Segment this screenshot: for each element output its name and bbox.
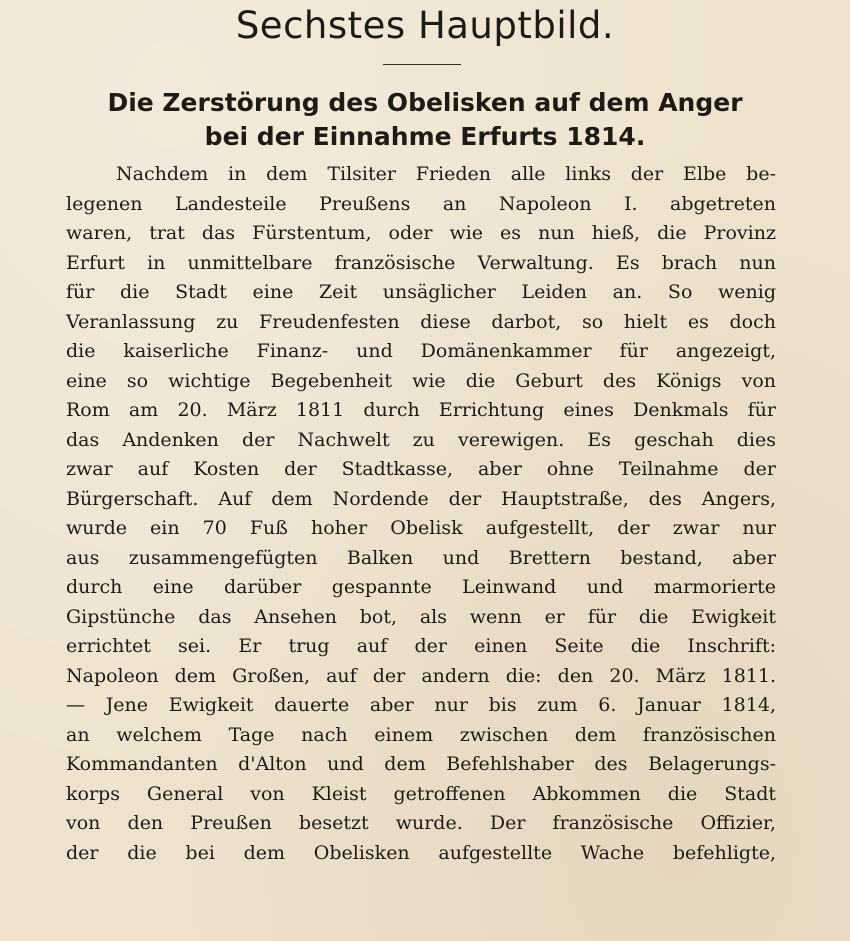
text-line: die kaiserliche Finanz- und Domänenkammer für angezeigt, <box>66 340 776 362</box>
text-line: Bürgerschaft. Auf dem Nordende der Hauptstraße, des Angers, <box>66 487 776 510</box>
text-line: von den Preußen besetzt wurde. Der französische Offizier, <box>66 812 776 834</box>
body-paragraph <box>66 160 776 868</box>
text-line: Napoleon dem Großen, auf der andern die: den 20. März 1811. <box>66 664 776 687</box>
text-line: an welchem Tage nach einem zwischen dem französischen <box>66 723 776 746</box>
text-line: Gipstünche das Ansehen bot, als wenn er für die Ewigkeit <box>66 605 776 628</box>
text-line: legenen Landesteile Preußens an Napoleon I. abgetreten <box>66 192 776 215</box>
text-line: eine so wichtige Begebenheit wie die Geburt des Königs von <box>66 369 776 392</box>
text-line: Rom am 20. März 1811 durch Errichtung eines Denkmals für <box>66 399 776 421</box>
subtitle-line: Die Zerstörung des Obelisken auf dem Anger <box>107 88 743 117</box>
text-line: aus zusammengefügten Balken und Brettern bestand, aber <box>66 546 776 569</box>
text-line: für die Stadt eine Zeit unsäglicher Leiden an. So wenig <box>66 281 776 303</box>
text-line: waren, trat das Fürstentum, oder wie es nun hieß, die Provinz <box>66 222 776 244</box>
text-line: das Andenken der Nachwelt zu verewigen. Es geschah dies <box>66 428 776 451</box>
title-divider <box>383 64 461 65</box>
text-line: errichtet sei. Er trug auf der einen Seite die Inschrift: <box>66 635 776 657</box>
text-line: Erfurt in unmittelbare französische Verwaltung. Es brach nun <box>66 251 776 274</box>
text-line: Veranlassung zu Freudenfesten diese darbot, so hielt es doch <box>66 310 776 333</box>
text-line: durch eine darüber gespannte Leinwand und marmorierte <box>66 576 776 598</box>
chapter-subtitle <box>0 86 850 154</box>
text-line: der die bei dem Obelisken aufgestellte Wache befehligte, <box>66 841 776 864</box>
text-line: korps General von Kleist getroffenen Abkommen die Stadt <box>66 782 776 805</box>
page-title: Sechstes Hauptbild. <box>235 4 615 47</box>
text-line: Kommandanten d'Alton und dem Befehlshaber des Belagerungs- <box>66 753 776 775</box>
text-line: Nachdem in dem Tilsiter Frieden alle links der Elbe be- <box>116 163 776 185</box>
subtitle-line: bei der Einnahme Erfurts 1814. <box>204 122 646 151</box>
text-line: wurde ein 70 Fuß hoher Obelisk aufgestellt, der zwar nur <box>66 517 776 539</box>
text-line: zwar auf Kosten der Stadtkasse, aber ohne Teilnahme der <box>66 458 776 480</box>
text-line: — Jene Ewigkeit dauerte aber nur bis zum 6. Januar 1814, <box>66 694 776 716</box>
